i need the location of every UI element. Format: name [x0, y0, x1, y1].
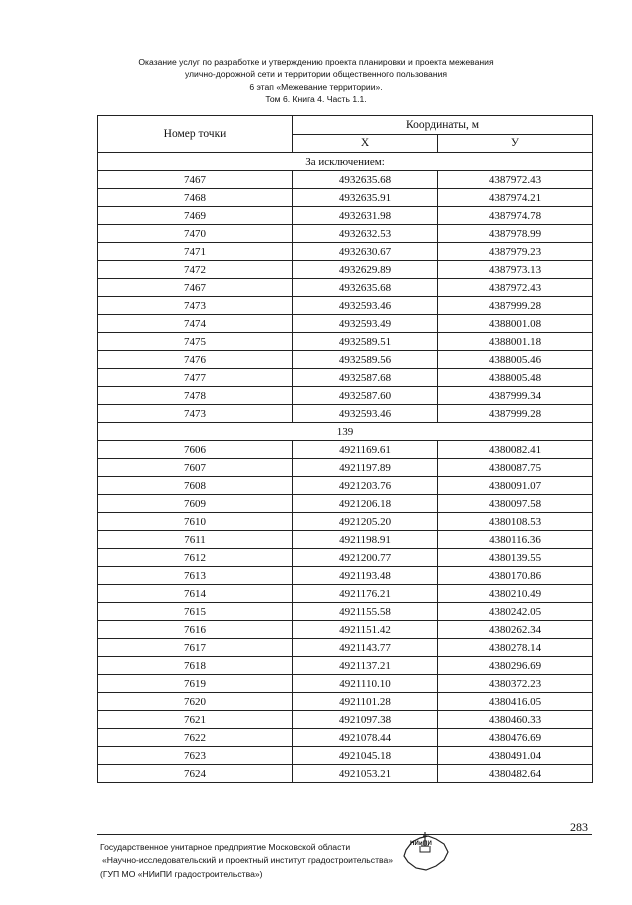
header-line-3: 6 этап «Межевание территории». — [249, 81, 383, 92]
x-coordinate-cell: 4921137.21 — [293, 657, 438, 675]
y-coordinate-cell: 4387978.99 — [438, 225, 593, 243]
header-line-4: Том 6. Книга 4. Часть 1.1. — [265, 94, 367, 105]
x-coordinate-cell: 4921176.21 — [293, 585, 438, 603]
y-coordinate-cell: 4380091.07 — [438, 477, 593, 495]
footer-line-1: Государственное унитарное предприятие Московской области — [100, 842, 351, 852]
point-number-cell: 7471 — [98, 243, 293, 261]
y-coordinate-cell: 4380108.53 — [438, 513, 593, 531]
table-row — [98, 693, 593, 711]
x-coordinate-cell: 4932589.51 — [293, 333, 438, 351]
x-coordinate-cell: 4921053.21 — [293, 765, 438, 783]
section-row — [98, 423, 593, 441]
point-number-cell: 7477 — [98, 369, 293, 387]
table-row — [98, 243, 593, 261]
point-number-cell: 7620 — [98, 693, 293, 711]
table-row — [98, 495, 593, 513]
x-coordinate-cell: 4932629.89 — [293, 261, 438, 279]
table-row — [98, 531, 593, 549]
footer-line-2: «Научно-исследовательский и проектный институт градостроительства» — [102, 855, 394, 866]
y-coordinate-cell: 4387973.13 — [438, 261, 593, 279]
point-number-cell: 7621 — [98, 711, 293, 729]
table-row — [98, 657, 593, 675]
x-coordinate-cell: 4921197.89 — [293, 459, 438, 477]
point-number-cell: 7475 — [98, 333, 293, 351]
point-number-cell: 7616 — [98, 621, 293, 639]
column-header-x: X — [293, 134, 438, 153]
point-number-cell: 7472 — [98, 261, 293, 279]
table-row — [98, 603, 593, 621]
x-coordinate-cell: 4932630.67 — [293, 243, 438, 261]
table-row — [98, 207, 593, 225]
y-coordinate-cell: 4387974.78 — [438, 207, 593, 225]
y-coordinate-cell: 4380482.64 — [438, 765, 593, 783]
column-header-coords: Координаты, м — [293, 116, 593, 135]
y-coordinate-cell: 4380296.69 — [438, 657, 593, 675]
x-coordinate-cell: 4921155.58 — [293, 603, 438, 621]
y-coordinate-cell: 4380170.86 — [438, 567, 593, 585]
header-line-2: улично-дорожной сети и территории общественного пользования — [184, 69, 448, 80]
point-number-cell: 7476 — [98, 351, 293, 369]
point-number-cell: 7468 — [98, 189, 293, 207]
x-coordinate-cell: 4921101.28 — [293, 693, 438, 711]
y-coordinate-cell: 4380087.75 — [438, 459, 593, 477]
x-coordinate-cell: 4932635.68 — [293, 171, 438, 189]
table-row — [98, 297, 593, 315]
table-row — [98, 387, 593, 405]
point-number-cell: 7610 — [98, 513, 293, 531]
x-coordinate-cell: 4932593.46 — [293, 405, 438, 423]
point-number-cell: 7467 — [98, 171, 293, 189]
x-coordinate-cell: 4932635.68 — [293, 279, 438, 297]
x-coordinate-cell: 4921078.44 — [293, 729, 438, 747]
column-header-y: У — [438, 134, 593, 153]
point-number-cell: 7622 — [98, 729, 293, 747]
point-number-cell: 7607 — [98, 459, 293, 477]
table-row — [98, 171, 593, 189]
x-coordinate-cell: 4921097.38 — [293, 711, 438, 729]
table-row — [98, 459, 593, 477]
point-number-cell: 7608 — [98, 477, 293, 495]
point-number-cell: 7614 — [98, 585, 293, 603]
x-coordinate-cell: 4932635.91 — [293, 189, 438, 207]
y-coordinate-cell: 4387972.43 — [438, 171, 593, 189]
table-row — [98, 711, 593, 729]
table-row — [98, 441, 593, 459]
point-number-cell: 7623 — [98, 747, 293, 765]
y-coordinate-cell: 4380116.36 — [438, 531, 593, 549]
table-row — [98, 513, 593, 531]
x-coordinate-cell: 4921110.10 — [293, 675, 438, 693]
page-number: 283 — [570, 820, 588, 834]
table-header-row — [98, 116, 593, 135]
point-number-cell: 7612 — [98, 549, 293, 567]
x-coordinate-cell: 4932587.68 — [293, 369, 438, 387]
table-row — [98, 747, 593, 765]
table-row — [98, 729, 593, 747]
table-row — [98, 225, 593, 243]
x-coordinate-cell: 4921143.77 — [293, 639, 438, 657]
x-coordinate-cell: 4921203.76 — [293, 477, 438, 495]
table-row — [98, 315, 593, 333]
point-number-cell: 7606 — [98, 441, 293, 459]
footer-line-3: (ГУП МО «НИиПИ градостроительства») — [100, 868, 263, 879]
x-coordinate-cell: 4921200.77 — [293, 549, 438, 567]
x-coordinate-cell: 4932593.49 — [293, 315, 438, 333]
y-coordinate-cell: 4380139.55 — [438, 549, 593, 567]
y-coordinate-cell: 4380082.41 — [438, 441, 593, 459]
footer-divider — [97, 834, 592, 835]
table-row — [98, 585, 593, 603]
header-line-1: Оказание услуг по разработке и утверждению проекта планировки и проекта межевания — [138, 57, 494, 67]
x-coordinate-cell: 4932632.53 — [293, 225, 438, 243]
table-row — [98, 333, 593, 351]
section-label: За исключением: — [98, 153, 593, 171]
table-body — [98, 153, 593, 783]
table-row — [98, 675, 593, 693]
document-header — [0, 56, 632, 106]
x-coordinate-cell: 4932631.98 — [293, 207, 438, 225]
x-coordinate-cell: 4932593.46 — [293, 297, 438, 315]
institute-logo-icon — [398, 822, 452, 874]
y-coordinate-cell: 4380278.14 — [438, 639, 593, 657]
point-number-cell: 7619 — [98, 675, 293, 693]
table-row — [98, 261, 593, 279]
table-row — [98, 477, 593, 495]
table-row — [98, 369, 593, 387]
y-coordinate-cell: 4380097.58 — [438, 495, 593, 513]
point-number-cell: 7611 — [98, 531, 293, 549]
y-coordinate-cell: 4380476.69 — [438, 729, 593, 747]
point-number-cell: 7615 — [98, 603, 293, 621]
x-coordinate-cell: 4921151.42 — [293, 621, 438, 639]
x-coordinate-cell: 4921198.91 — [293, 531, 438, 549]
y-coordinate-cell: 4380210.49 — [438, 585, 593, 603]
document-footer — [100, 841, 393, 881]
point-number-cell: 7467 — [98, 279, 293, 297]
point-number-cell: 7624 — [98, 765, 293, 783]
y-coordinate-cell: 4380242.05 — [438, 603, 593, 621]
point-number-cell: 7618 — [98, 657, 293, 675]
point-number-cell: 7470 — [98, 225, 293, 243]
coordinates-table — [97, 115, 593, 783]
y-coordinate-cell: 4387999.34 — [438, 387, 593, 405]
table-row — [98, 279, 593, 297]
y-coordinate-cell: 4387974.21 — [438, 189, 593, 207]
table-row — [98, 549, 593, 567]
y-coordinate-cell: 4388005.46 — [438, 351, 593, 369]
x-coordinate-cell: 4921169.61 — [293, 441, 438, 459]
table-row — [98, 567, 593, 585]
section-label: 139 — [98, 423, 593, 441]
y-coordinate-cell: 4388001.18 — [438, 333, 593, 351]
y-coordinate-cell: 4380262.34 — [438, 621, 593, 639]
point-number-cell: 7613 — [98, 567, 293, 585]
x-coordinate-cell: 4921205.20 — [293, 513, 438, 531]
y-coordinate-cell: 4388005.48 — [438, 369, 593, 387]
table-row — [98, 351, 593, 369]
y-coordinate-cell: 4387979.23 — [438, 243, 593, 261]
x-coordinate-cell: 4921206.18 — [293, 495, 438, 513]
point-number-cell: 7469 — [98, 207, 293, 225]
point-number-cell: 7478 — [98, 387, 293, 405]
logo-text: НИиПИ — [410, 841, 432, 847]
point-number-cell: 7474 — [98, 315, 293, 333]
section-row — [98, 153, 593, 171]
y-coordinate-cell: 4388001.08 — [438, 315, 593, 333]
y-coordinate-cell: 4387972.43 — [438, 279, 593, 297]
table-row — [98, 189, 593, 207]
y-coordinate-cell: 4380460.33 — [438, 711, 593, 729]
point-number-cell: 7473 — [98, 297, 293, 315]
y-coordinate-cell: 4387999.28 — [438, 297, 593, 315]
x-coordinate-cell: 4921045.18 — [293, 747, 438, 765]
x-coordinate-cell: 4932589.56 — [293, 351, 438, 369]
table-row — [98, 621, 593, 639]
table-row — [98, 765, 593, 783]
y-coordinate-cell: 4380372.23 — [438, 675, 593, 693]
y-coordinate-cell: 4380491.04 — [438, 747, 593, 765]
x-coordinate-cell: 4921193.48 — [293, 567, 438, 585]
point-number-cell: 7617 — [98, 639, 293, 657]
table-row — [98, 639, 593, 657]
point-number-cell: 7473 — [98, 405, 293, 423]
y-coordinate-cell: 4380416.05 — [438, 693, 593, 711]
x-coordinate-cell: 4932587.60 — [293, 387, 438, 405]
table-row — [98, 405, 593, 423]
y-coordinate-cell: 4387999.28 — [438, 405, 593, 423]
point-number-cell: 7609 — [98, 495, 293, 513]
column-header-point: Номер точки — [98, 116, 293, 153]
